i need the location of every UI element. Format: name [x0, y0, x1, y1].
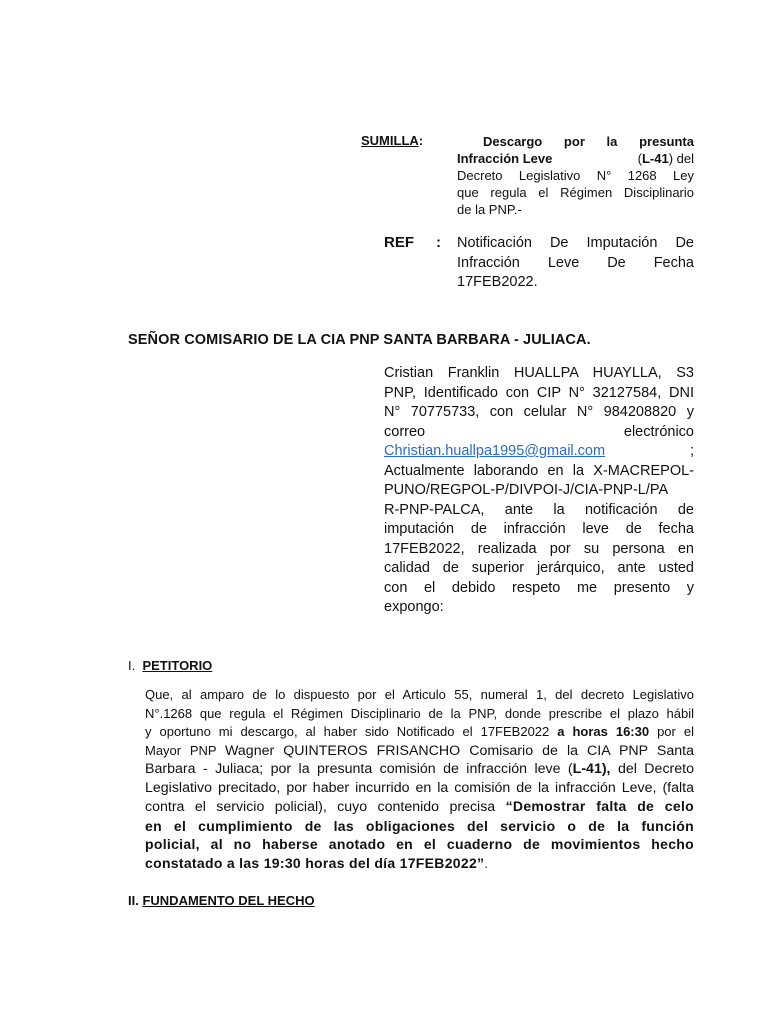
sumilla-text: Descargo por la presunta Infracción Leve (L-41) del Decreto Legislativo N° 1268 Ley que regula el Régimen Disciplinario de la PNP.-: [457, 134, 694, 217]
addressee-heading: SEÑOR COMISARIO DE LA CIA PNP SANTA BARBARA - JULIACA.: [128, 332, 591, 348]
section-1-heading: I. PETITORIO: [128, 658, 213, 673]
petitorio-paragraph: Que, al amparo de lo dispuesto por el Articulo 55, numeral 1, del decreto Legislativo N°.1268 que regula el Régimen Disciplinario de la PNP, donde prescribe el plazo hábil y oportuno mi descargo, al haber sido Notificado el 17FEB2022 a horas 16:30 por el Mayor PNP Wagner QUINTEROS FRISANCHO Comisario de la CIA PNP Santa Barbara - Juliaca; por la presunta comisión de infracción leve (L-41), del Decreto Legislativo precitado, por haber incurrido en la comisión de la infracción Leve, (falta contra el servicio policial), cuyo contenido precisa “Demostrar falta de celo en el cumplimiento de las obligaciones del servicio o de la función policial, al no haberse anotado en el cuaderno de movimientos hecho constatado a las 19:30 horas del día 17FEB2022”.: [145, 687, 694, 871]
section-1-title: PETITORIO: [142, 658, 213, 673]
ref-label: REF: [384, 234, 414, 251]
sumilla-infraccion: Infracción Leve: [457, 151, 553, 166]
intro-paragraph: Cristian Franklin HUALLPA HUAYLLA, S3 PNP, Identificado con CIP N° 32127584, DNI N° 70775733, con celular N° 984208820 y correo electrónico Christian.huallpa1995@gmail.com ; Actualmente laborando en la X-MACREPOL- PUNO/REGPOL-P/DIVPOI-J/CIA-PNP-L/PA R-PNP-PALCA, ante la notificación de imputación de infracción leve de fecha 17FEB2022, realizada por su persona en calidad de superior jerárquico, ante usted con el debido respeto me presento y expongo:: [384, 365, 694, 615]
section-2-title: FUNDAMENTO DEL HECHO: [142, 893, 315, 908]
ref-colon: :: [436, 234, 441, 251]
sumilla-l41: (L-41) del: [637, 151, 694, 166]
sumilla-label: SUMILLA:: [361, 133, 424, 148]
ref-text: Notificación De Imputación De Infracción Leve De Fecha 17FEB2022.: [457, 235, 694, 290]
section-2-heading: II. FUNDAMENTO DEL HECHO: [128, 893, 315, 908]
email-link[interactable]: Christian.huallpa1995@gmail.com: [384, 443, 606, 459]
